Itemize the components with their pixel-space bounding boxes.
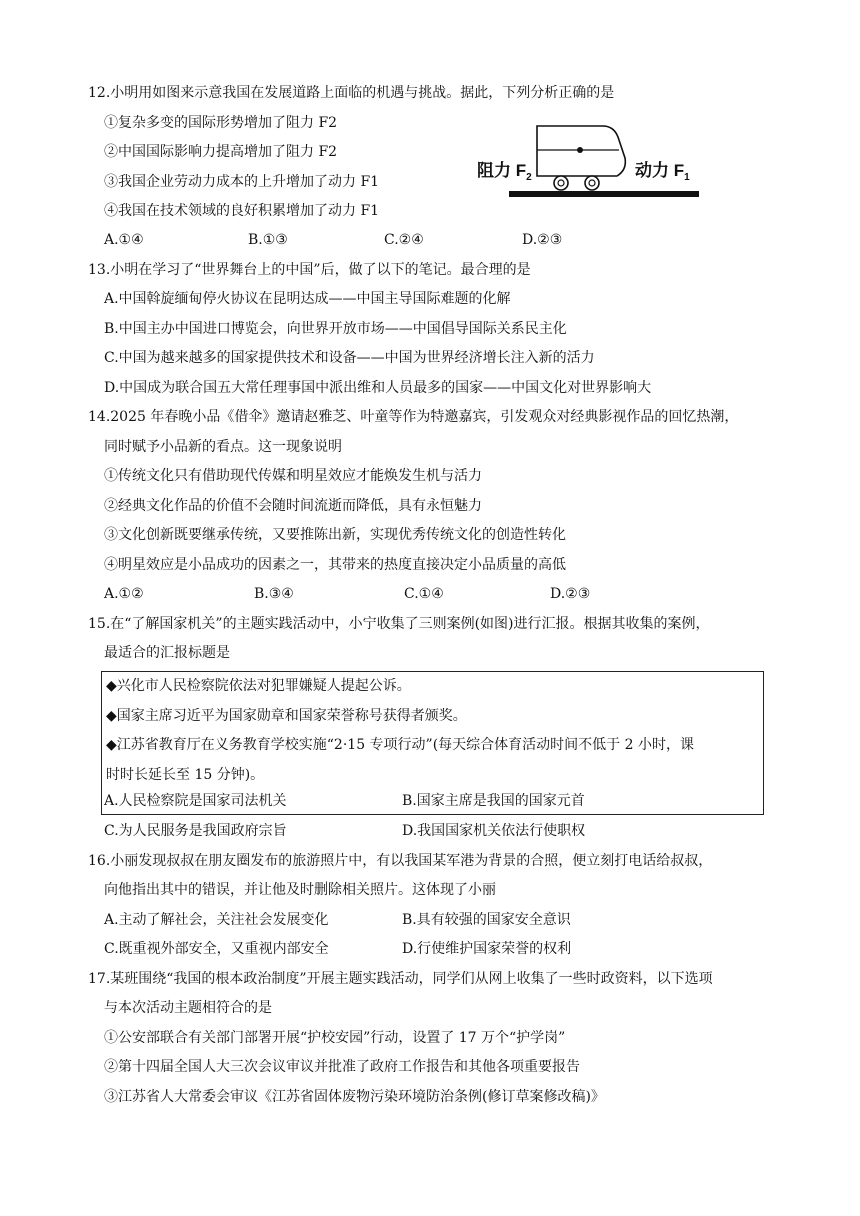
q17-item-1: ①公安部联合有关部门部署开展“护校安园”行动，设置了 17 万个“护学岗” bbox=[104, 1030, 566, 1046]
car-center-dot bbox=[577, 147, 583, 153]
q12-option-a[interactable]: A.①④ bbox=[104, 232, 144, 248]
q12-item-1: ①复杂多变的国际形势增加了阻力 F2 bbox=[104, 115, 338, 131]
q14-option-b[interactable]: B.③④ bbox=[254, 586, 294, 602]
q16-option-d[interactable]: D.行使维护国家荣誉的权利 bbox=[402, 941, 572, 957]
q16-stem-line1: 16.小丽发现叔叔在朋友圈发布的旅游照片中，有以我国某军港为背景的合照，便立刻打电话给叔叔， bbox=[88, 853, 713, 869]
q15-case-2: ◆国家主席习近平为国家勋章和国家荣誉称号获得者颁奖。 bbox=[106, 708, 467, 724]
q14-option-a[interactable]: A.①② bbox=[104, 586, 144, 602]
q14-option-d[interactable]: D.②③ bbox=[550, 586, 591, 602]
q17-stem-line1: 17.某班围绕“我国的根本政治制度”开展主题实践活动，同学们从网上收集了一些时政资料，以下选项 bbox=[88, 971, 713, 987]
q16-option-c[interactable]: C.既重视外部安全，又重视内部安全 bbox=[104, 941, 329, 957]
q15-options-row1 bbox=[104, 791, 704, 811]
q14-option-c[interactable]: C.①④ bbox=[404, 586, 444, 602]
wheel-icon bbox=[554, 176, 568, 190]
q15-case-3-line1: ◆江苏省教育厅在义务教育学校实施“2·15 专项行动”(每天综合体育活动时间不低于 2 小时，课 bbox=[106, 737, 694, 753]
q12-option-b[interactable]: B.①③ bbox=[248, 232, 288, 248]
q17-item-2: ②第十四届全国人大三次会议审议并批准了政府工作报告和其他各项重要报告 bbox=[104, 1059, 580, 1075]
drive-force-sub: 1 bbox=[684, 172, 690, 183]
q12-item-4: ④我国在技术领域的良好积累增加了动力 F1 bbox=[104, 203, 380, 219]
q12-item-3: ③我国企业劳动力成本的上升增加了动力 F1 bbox=[104, 174, 380, 190]
q15-stem-line1: 15.在“了解国家机关”的主题实践活动中，小宁收集了三则案例(如图)进行汇报。根据其收集的案例， bbox=[88, 616, 710, 632]
q15-stem-line2: 最适合的汇报标题是 bbox=[104, 645, 230, 661]
q14-item-2: ②经典文化作品的价值不会随时间流逝而降低，具有永恒魅力 bbox=[104, 498, 482, 514]
q17-item-3: ③江苏省人大常委会审议《江苏省固体废物污染环境防治条例(修订草案修改稿)》 bbox=[104, 1089, 605, 1105]
q14-item-1: ①传统文化只有借助现代传媒和明星效应才能焕发生机与活力 bbox=[104, 468, 482, 484]
svg-text:动力 F1 bbox=[635, 160, 690, 183]
q14-item-4: ④明星效应是小品成功的因素之一，其带来的热度直接决定小品质量的高低 bbox=[104, 557, 566, 573]
q15-option-a[interactable]: A.人民检察院是国家司法机关 bbox=[104, 793, 287, 809]
q13-option-b[interactable]: B.中国主办中国进口博览会，向世界开放市场——中国倡导国际关系民主化 bbox=[104, 321, 567, 337]
q16-options-row1 bbox=[104, 910, 704, 930]
q12-option-d[interactable]: D.②③ bbox=[522, 232, 563, 248]
q13-option-d[interactable]: D.中国成为联合国五大常任理事国中派出维和人员最多的国家——中国文化对世界影响大 bbox=[104, 380, 652, 396]
q12-stem: 12.小明用如图来示意我国在发展道路上面临的机遇与挑战。据此，下列分析正确的是 bbox=[88, 85, 615, 101]
resist-force-label: 阻力 F bbox=[477, 161, 527, 180]
q15-case-1: ◆兴化市人民检察院依法对犯罪嫌疑人提起公诉。 bbox=[106, 678, 411, 694]
q16-options-row2 bbox=[104, 939, 704, 959]
svg-text:阻力 F2 bbox=[477, 160, 532, 183]
q13-stem: 13.小明在学习了“世界舞台上的中国”后，做了以下的笔记。最合理的是 bbox=[88, 262, 531, 278]
q14-stem-line1: 14.2025 年春晚小品《借伞》邀请赵雅芝、叶童等作为特邀嘉宾，引发观众对经典影视作品的回忆热潮， bbox=[88, 409, 739, 425]
force-car-figure bbox=[475, 118, 705, 210]
q15-option-c[interactable]: C.为人民服务是我国政府宗旨 bbox=[104, 823, 287, 839]
q13-option-a[interactable]: A.中国斡旋缅甸停火协议在昆明达成——中国主导国际难题的化解 bbox=[104, 291, 511, 307]
q12-options bbox=[104, 230, 604, 250]
drive-force-label: 动力 F bbox=[635, 161, 685, 180]
q16-option-a[interactable]: A.主动了解社会，关注社会发展变化 bbox=[104, 912, 329, 928]
q14-item-3: ③文化创新既要继承传统，又要推陈出新，实现优秀传统文化的创造性转化 bbox=[104, 527, 566, 543]
q13-option-c[interactable]: C.中国为越来越多的国家提供技术和设备——中国为世界经济增长注入新的活力 bbox=[104, 350, 595, 366]
q12-item-2: ②中国国际影响力提高增加了阻力 F2 bbox=[104, 144, 338, 160]
resist-force-sub: 2 bbox=[526, 172, 532, 183]
q15-option-d[interactable]: D.我国国家机关依法行使职权 bbox=[402, 823, 586, 839]
q16-option-b[interactable]: B.具有较强的国家安全意识 bbox=[402, 912, 571, 928]
q16-stem-line2: 向他指出其中的错误，并让他及时删除相关照片。这体现了小丽 bbox=[104, 882, 496, 898]
q12-option-c[interactable]: C.②④ bbox=[384, 232, 424, 248]
q15-option-b[interactable]: B.国家主席是我国的国家元首 bbox=[402, 793, 585, 809]
q17-stem-line2: 与本次活动主题相符合的是 bbox=[104, 1000, 272, 1016]
q14-stem-line2: 同时赋予小品新的看点。这一现象说明 bbox=[104, 439, 342, 455]
q15-options-row2 bbox=[104, 821, 704, 841]
ground-bar bbox=[509, 191, 699, 197]
q14-options bbox=[104, 584, 604, 604]
q15-case-3-line2: 时时长延长至 15 分钟)。 bbox=[106, 767, 265, 783]
wheel-icon bbox=[585, 176, 599, 190]
